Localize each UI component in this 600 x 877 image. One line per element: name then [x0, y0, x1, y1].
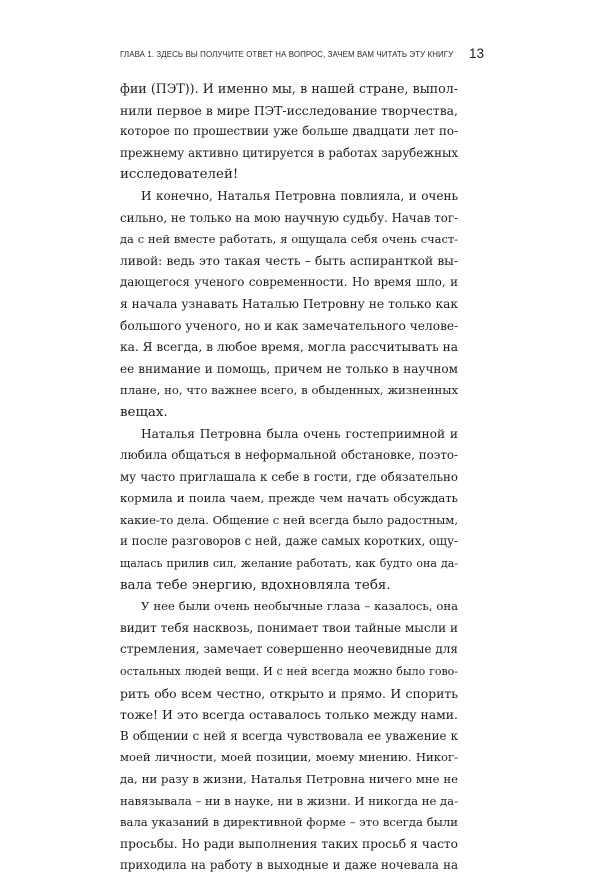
text-line: рить обо всем честно, открыто и прямо. И спорить [120, 685, 458, 701]
text-line: прежнему активно цитируется в работах зарубежных [120, 145, 458, 160]
text-line: В общении с ней я всегда чувствовала ее уважение к [120, 728, 458, 743]
text-line: му часто приглашала к себе в гости, где обязательно [120, 469, 458, 484]
text-line: плане, но, что важнее всего, в обыденных, жизненных [120, 383, 458, 398]
text-line: вала указаний в директивной форме – это всегда были [120, 815, 458, 830]
text-line: ка. Я всегда, в любое время, могла рассчитывать на [120, 340, 458, 355]
text-line: я начала узнавать Наталью Петровну не только как [120, 296, 458, 311]
text-line: нили первое в мире ПЭТ-исследование творчества, [120, 102, 458, 118]
text-line: Наталья Петровна была очень гостеприимной и [141, 426, 458, 441]
text-line: любила общаться в неформальной обстановке, поэто- [120, 448, 458, 463]
text-line: фии (ПЭТ)). И именно мы, в нашей стране, выпол- [120, 81, 458, 96]
text-line: да, ни разу в жизни, Наталья Петровна ничего мне не [120, 772, 458, 786]
text-line: стремления, замечает совершенно неочевидные для [120, 642, 458, 657]
text-line: кормила и поила чаем, прежде чем начать обсуждать [120, 491, 458, 506]
text-line: вала тебе энергию, вдохновляла тебя. [120, 577, 391, 593]
text-line: щалась прилив сил, желание работать, как будто она да- [120, 557, 458, 571]
text-line: просьбы. Но ради выполнения таких просьб я часто [120, 836, 458, 851]
text-line: и после разговоров с ней, даже самых коротких, ощу- [120, 534, 458, 549]
text-line: остальных людей вещи. И с ней всегда можно было гово- [120, 665, 458, 679]
text-line: какие-то дела. Общение с ней всегда было радостным, [120, 512, 458, 527]
text-line: ее внимание и помощь, причем не только в научном [120, 361, 458, 376]
text-line: большого ученого, но и как замечательного челове- [120, 318, 459, 333]
text-line: навязывала – ни в науке, ни в жизни. И никогда не да- [120, 793, 458, 808]
text-line: моей личности, моей позиции, моему мнению. Никог- [120, 750, 458, 765]
running-head [120, 46, 484, 68]
text-line: сильно, не только на мою научную судьбу. Начав тог- [120, 210, 458, 225]
body-text [120, 78, 458, 877]
text-line: тоже! И это всегда оставалось только между нами. [120, 707, 458, 723]
text-line: да с ней вместе работать, я ощущала себя очень счаст- [120, 232, 458, 247]
text-line: ливой: ведь это такая честь – быть аспиранткой вы- [120, 253, 458, 268]
text-line: исследователей! [120, 167, 239, 183]
chapter-title: ГЛАВА 1. ЗДЕСЬ ВЫ ПОЛУЧИТЕ ОТВЕТ НА ВОПРОС, ЗАЧЕМ ВАМ ЧИТАТЬ ЭТУ КНИГУ [120, 50, 454, 59]
text-line: видит тебя насквозь, понимает твои тайные мысли и [120, 620, 458, 635]
text-line: У нее были очень необычные глаза – казалось, она [141, 599, 458, 614]
text-line: которое по прошествии уже больше двадцати лет по- [120, 124, 458, 139]
page-number: 13 [468, 46, 484, 61]
text-line: приходила на работу в выходные и даже ночевала на [120, 858, 458, 873]
text-line: И конечно, Наталья Петровна повлияла, и очень [141, 188, 458, 203]
text-line: дающегося ученого современности. Но время шло, и [120, 275, 458, 290]
text-line: вещах. [120, 404, 168, 420]
